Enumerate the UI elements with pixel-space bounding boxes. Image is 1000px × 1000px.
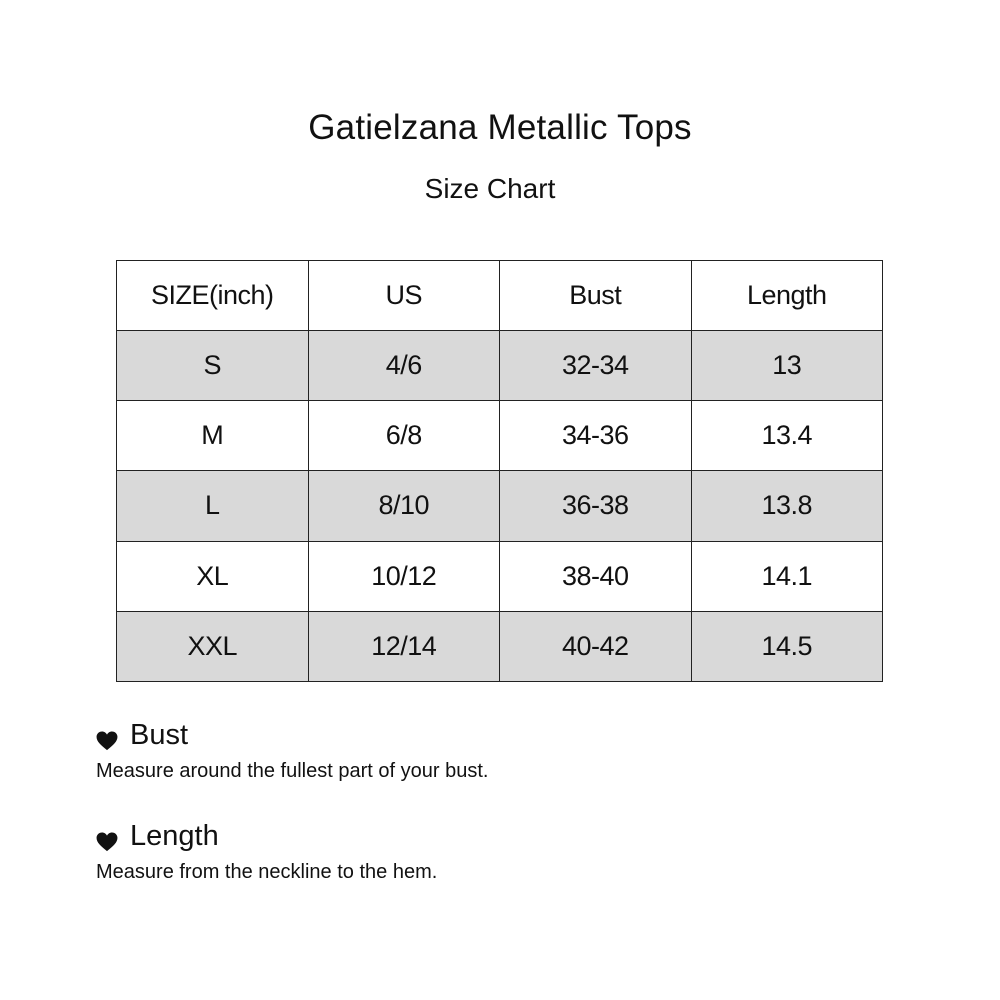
- cell-bust: 38-40: [500, 541, 692, 611]
- table-row: [117, 541, 883, 611]
- cell-length: 14.5: [691, 611, 883, 681]
- length-note: [96, 819, 437, 885]
- cell-us: 8/10: [308, 471, 500, 541]
- cell-size: XXL: [117, 611, 309, 681]
- heart-icon: [96, 826, 118, 846]
- cell-us: 12/14: [308, 611, 500, 681]
- bust-note-heading-row: [96, 718, 488, 752]
- size-chart-table: [116, 260, 883, 682]
- column-header-us: US: [308, 261, 500, 331]
- cell-length: 13: [691, 331, 883, 401]
- table-row: [117, 331, 883, 401]
- heart-icon: [96, 725, 118, 745]
- cell-length: 14.1: [691, 541, 883, 611]
- table-row: [117, 401, 883, 471]
- column-header-size: SIZE(inch): [117, 261, 309, 331]
- cell-us: 10/12: [308, 541, 500, 611]
- cell-bust: 40-42: [500, 611, 692, 681]
- cell-length: 13.8: [691, 471, 883, 541]
- bust-note: [96, 718, 488, 784]
- column-header-bust: Bust: [500, 261, 692, 331]
- table-header-row: [117, 261, 883, 331]
- cell-bust: 36-38: [500, 471, 692, 541]
- cell-size: XL: [117, 541, 309, 611]
- cell-bust: 34-36: [500, 401, 692, 471]
- column-header-length: Length: [691, 261, 883, 331]
- cell-size: S: [117, 331, 309, 401]
- length-note-heading: Length: [130, 820, 219, 852]
- table-row: [117, 471, 883, 541]
- cell-size: M: [117, 401, 309, 471]
- cell-us: 6/8: [308, 401, 500, 471]
- bust-note-text: Measure around the fullest part of your bust.: [96, 760, 489, 782]
- cell-size: L: [117, 471, 309, 541]
- page-title: Gatielzana Metallic Tops: [308, 108, 692, 147]
- table-row: [117, 611, 883, 681]
- bust-note-heading: Bust: [130, 719, 189, 751]
- cell-us: 4/6: [308, 331, 500, 401]
- cell-bust: 32-34: [500, 331, 692, 401]
- page-subtitle: Size Chart: [424, 173, 556, 204]
- length-note-heading-row: [96, 819, 437, 853]
- cell-length: 13.4: [691, 401, 883, 471]
- length-note-text: Measure from the neckline to the hem.: [96, 861, 438, 883]
